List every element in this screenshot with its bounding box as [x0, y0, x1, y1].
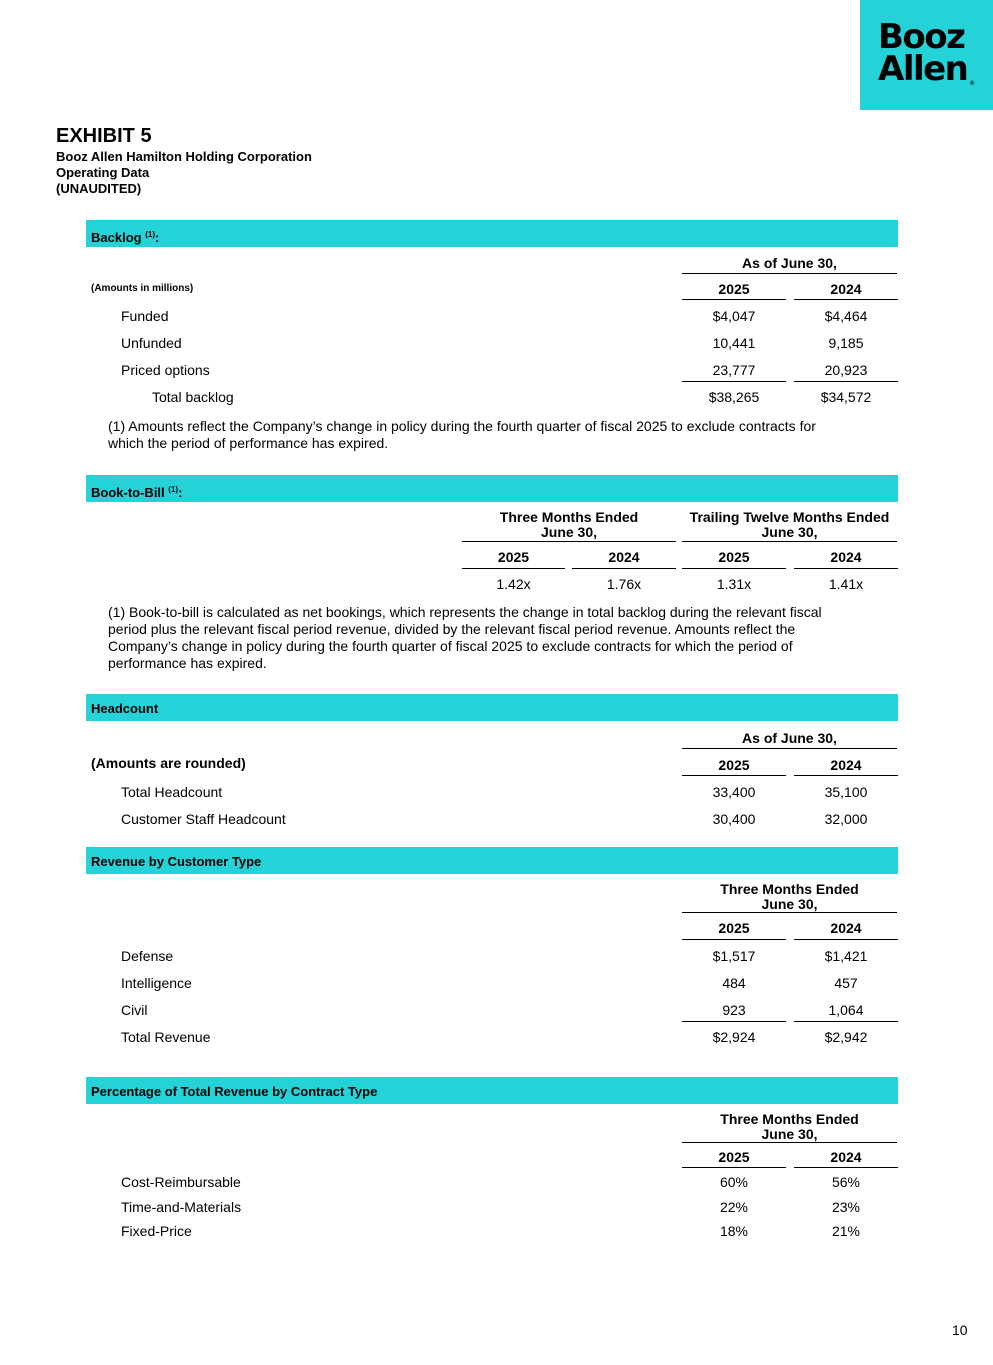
section-title: Revenue by Customer Type [91, 854, 262, 869]
column-year: 2024 [830, 281, 862, 297]
booz-allen-logo [860, 0, 993, 110]
divider [462, 541, 676, 542]
column-year: 2025 [718, 281, 750, 297]
divider [682, 1167, 786, 1168]
cell-value: 32,000 [824, 811, 868, 827]
row-label: Intelligence [121, 975, 192, 991]
divider [682, 1142, 897, 1143]
footnote-ref: (1) [145, 230, 155, 239]
footnote-ref: (1) [168, 485, 179, 494]
cell-value: 457 [834, 975, 858, 991]
cell-value: $4,464 [824, 308, 868, 324]
cell-value: 30,400 [712, 811, 756, 827]
cell-value: 10,441 [712, 335, 756, 351]
column-period: As of June 30, [742, 255, 837, 271]
divider [794, 299, 898, 300]
row-label: Civil [121, 1002, 148, 1018]
divider [682, 1021, 786, 1022]
section-title: Headcount [91, 701, 159, 716]
section-header-revenue-by-contract [86, 1077, 898, 1104]
cell-value: 60% [719, 1174, 749, 1190]
column-year: 2025 [718, 1149, 750, 1165]
column-period: As of June 30, [742, 730, 837, 746]
period-line: Three Months Ended [720, 1111, 859, 1127]
period-line: June 30, [761, 524, 818, 540]
column-period [682, 882, 897, 912]
column-year: 2025 [497, 549, 530, 565]
cell-value: 1.42x [496, 576, 531, 592]
cell-value: 18% [719, 1223, 749, 1239]
cell-value: 23% [831, 1199, 861, 1215]
registered-mark: ® [970, 81, 975, 87]
footnote-line: Company’s change in policy during the fourth quarter of fiscal 2025 to exclude contracts for which the period of [108, 638, 793, 654]
colon: : [178, 485, 183, 500]
divider [572, 568, 676, 569]
divider [682, 381, 786, 382]
cell-value: 1.41x [828, 576, 864, 592]
period-line: June 30, [540, 524, 598, 540]
period-line: Three Months Ended [720, 881, 859, 897]
report-subtitle: Operating Data [56, 165, 150, 180]
divider [794, 1021, 898, 1022]
page-number: 10 [952, 1322, 968, 1338]
divider [794, 381, 898, 382]
divider [794, 568, 898, 569]
column-year: 2024 [830, 920, 862, 936]
section-header-revenue-by-customer [86, 847, 898, 874]
company-name: Booz Allen Hamilton Holding Corporation [56, 149, 312, 164]
units-label: (Amounts are rounded) [91, 755, 246, 771]
cell-value: $34,572 [820, 389, 872, 405]
cell-value: 1,064 [828, 1002, 864, 1018]
section-title: Book-to-Bill [91, 485, 165, 500]
column-period [682, 510, 897, 540]
cell-value: $4,047 [712, 308, 756, 324]
divider [682, 568, 786, 569]
divider [682, 748, 897, 749]
column-year: 2024 [830, 549, 862, 565]
column-period [682, 1112, 897, 1142]
divider [682, 299, 786, 300]
row-label: Defense [121, 948, 174, 964]
column-year: 2025 [718, 549, 750, 565]
logo-wordmark [878, 17, 968, 89]
divider [462, 568, 565, 569]
units-label: (Amounts in millions) [91, 283, 194, 294]
column-year: 2024 [830, 1149, 862, 1165]
row-label: Fixed-Price [121, 1223, 192, 1239]
section-title: Percentage of Total Revenue by Contract Type [91, 1084, 378, 1099]
cell-value: 20,923 [824, 362, 868, 378]
cell-value: $2,942 [824, 1029, 868, 1045]
cell-value: 923 [722, 1002, 746, 1018]
cell-value: 1.31x [716, 576, 752, 592]
column-year: 2024 [608, 549, 640, 565]
column-year: 2024 [830, 757, 862, 773]
section-header-backlog [86, 220, 898, 247]
cell-value: $1,517 [712, 948, 756, 964]
footnote-line: period plus the relevant fiscal period revenue, divided by the relevant fiscal period revenue. Amounts reflect the [108, 621, 796, 637]
cell-value: $1,421 [824, 948, 868, 964]
divider [794, 939, 898, 940]
divider [682, 912, 897, 913]
cell-value: 33,400 [712, 784, 756, 800]
row-label-total: Total backlog [152, 389, 234, 405]
cell-value: $2,924 [712, 1029, 756, 1045]
section-title: Backlog [91, 230, 142, 245]
logo-line-2: Allen [878, 49, 968, 89]
row-label: Time-and-Materials [121, 1199, 242, 1215]
divider [682, 939, 786, 940]
section-header-book-to-bill [86, 475, 898, 502]
footnote-line: performance has expired. [108, 655, 267, 671]
logo-line-1: Booz [878, 17, 965, 57]
column-period [462, 510, 676, 540]
divider [794, 775, 898, 776]
period-line: June 30, [761, 1126, 818, 1142]
row-label: Priced options [121, 362, 210, 378]
cell-value: 35,100 [824, 784, 868, 800]
cell-value: 484 [722, 975, 746, 991]
row-label: Total Headcount [121, 784, 223, 800]
exhibit-title: EXHIBIT 5 [56, 125, 152, 147]
row-label: Customer Staff Headcount [121, 811, 286, 827]
cell-value: $38,265 [708, 389, 760, 405]
row-label: Funded [121, 308, 169, 324]
divider [682, 541, 897, 542]
cell-value: 21% [831, 1223, 861, 1239]
cell-value: 22% [719, 1199, 749, 1215]
row-label-total: Total Revenue [121, 1029, 211, 1045]
cell-value: 9,185 [828, 335, 864, 351]
period-line: Trailing Twelve Months Ended [689, 509, 890, 525]
footnote [108, 418, 878, 452]
divider [682, 775, 786, 776]
divider [794, 1167, 898, 1168]
colon: : [154, 230, 160, 245]
audit-status: (UNAUDITED) [56, 181, 142, 196]
column-year: 2025 [718, 920, 750, 936]
row-label: Unfunded [121, 335, 182, 351]
period-line: June 30, [761, 896, 818, 912]
cell-value: 56% [831, 1174, 861, 1190]
footnote [108, 604, 878, 672]
column-year: 2025 [718, 757, 750, 773]
footnote-line: which the period of performance has expired. [108, 435, 389, 451]
cell-value: 23,777 [712, 362, 756, 378]
period-line: Three Months Ended [499, 509, 639, 525]
footnote-line: (1) Book-to-bill is calculated as net bookings, which represents the change in total backlog during the relevant fiscal [108, 604, 822, 620]
divider [682, 273, 897, 274]
section-header-headcount [86, 694, 898, 721]
row-label: Cost-Reimbursable [121, 1174, 241, 1190]
cell-value: 1.76x [606, 576, 642, 592]
footnote-line: (1) Amounts reflect the Company’s change in policy during the fourth quarter of fiscal 2025 to exclude contracts for [108, 418, 816, 434]
